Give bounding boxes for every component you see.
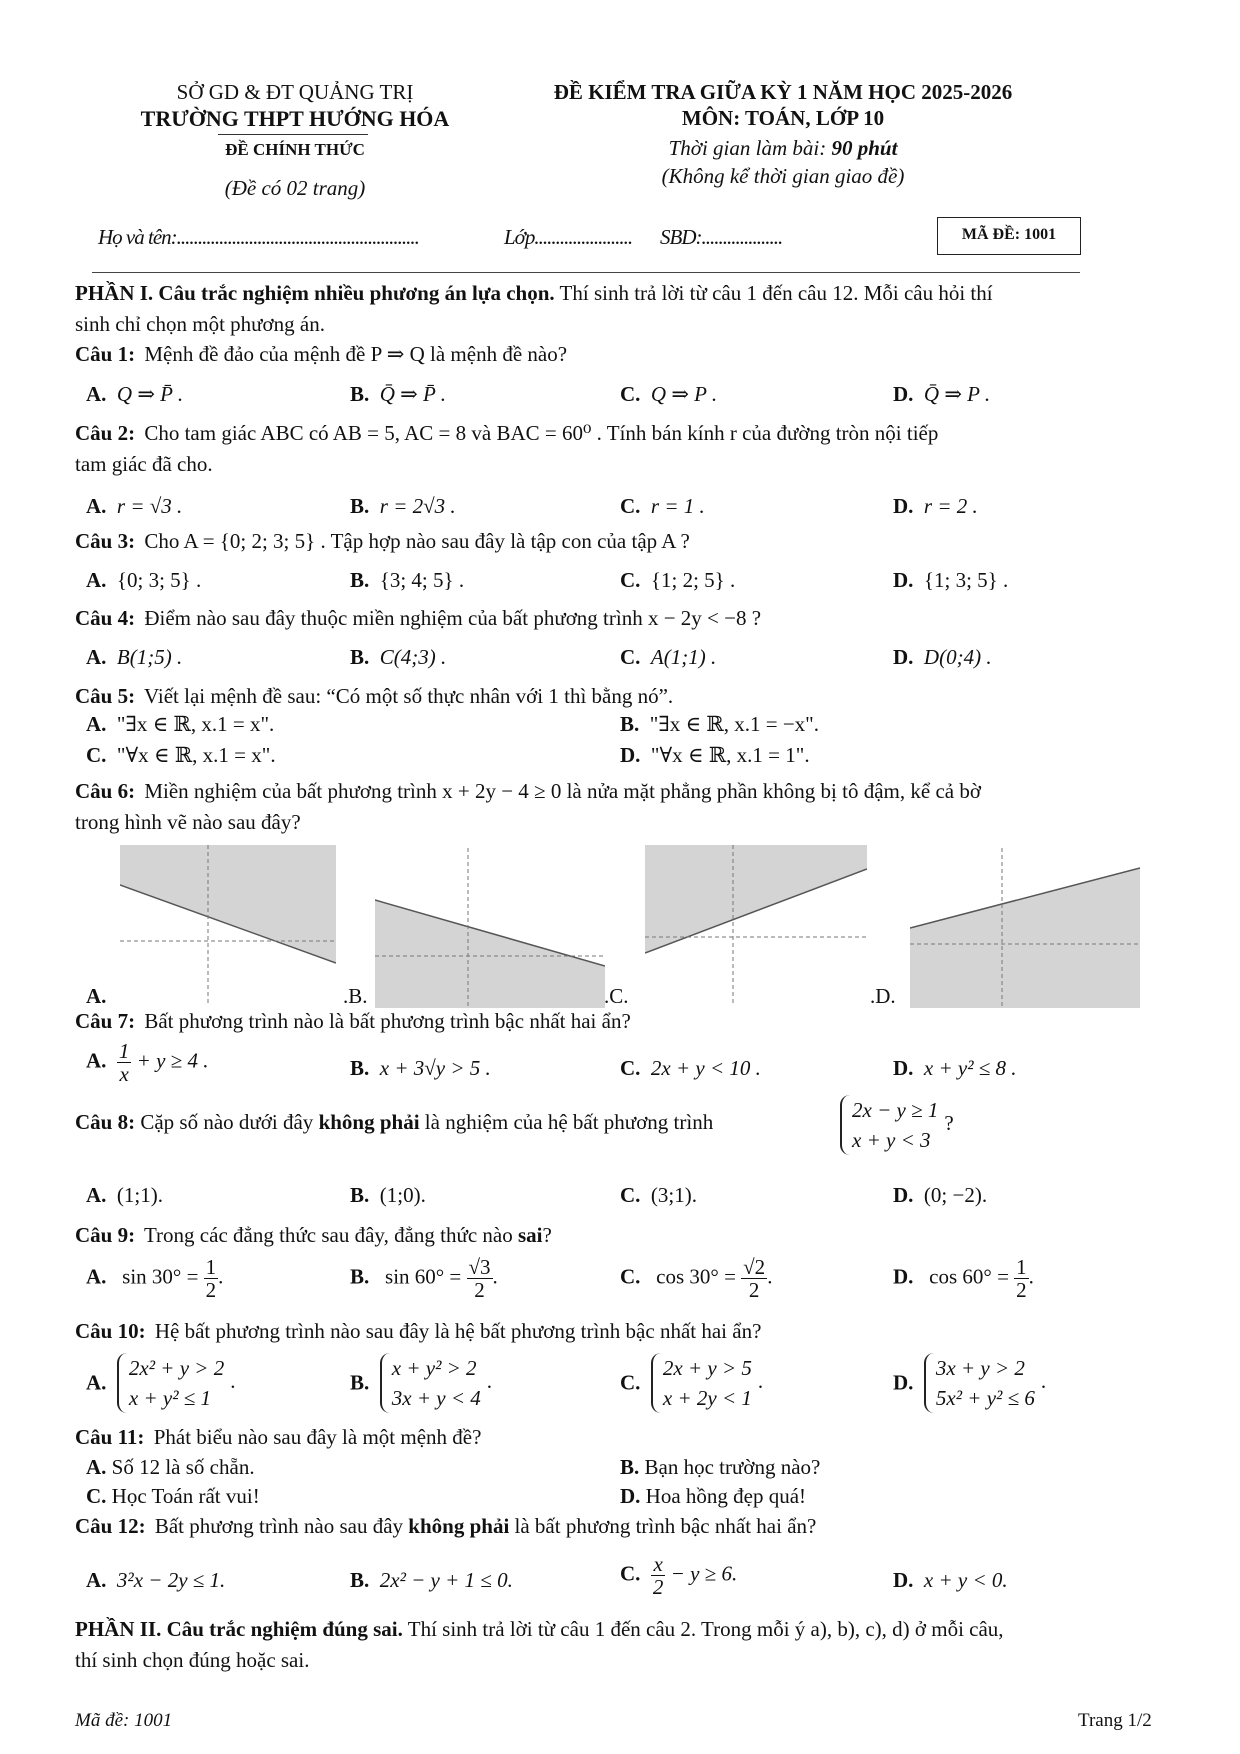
time-line: [488, 136, 1078, 161]
q12-text-bold: không phải: [408, 1514, 510, 1538]
question-9: [75, 1220, 1165, 1251]
q5-option-c[interactable]: C. "∀x ∈ ℝ, x.1 = x".: [86, 743, 276, 767]
q5-a-text: "∃x ∈ ℝ, x.1 = x".: [116, 712, 275, 736]
school-name: TRƯỜNG THPT HƯỚNG HÓA: [140, 106, 450, 131]
part1-desc: Thí sinh trả lời từ câu 1 đến câu 12. Mỗi câu hỏi thí: [554, 281, 993, 305]
part2-title: PHẦN II. Câu trắc nghiệm đúng sai.: [75, 1617, 403, 1641]
q3-d-text: {1; 3; 5} .: [923, 568, 1009, 592]
q10-a-2: x + y² ≤ 1: [128, 1386, 212, 1410]
q7-d-text: x + y² ≤ 8 .: [923, 1056, 1017, 1080]
q1-option-b[interactable]: B. Q̄ ⇒ P̄ .: [350, 382, 446, 406]
q1-b-text: Q̄ ⇒ P̄ .: [379, 382, 446, 406]
q4-option-b[interactable]: B. C(4;3) .: [350, 645, 447, 669]
q12-c-num: x: [651, 1553, 666, 1576]
q10-c-2: x + 2y < 1: [662, 1386, 752, 1410]
q6-option-b[interactable]: .B.: [343, 984, 368, 1008]
q6-option-a[interactable]: A.: [86, 984, 107, 1008]
q8-option-c[interactable]: C. (3;1).: [620, 1183, 697, 1207]
q8-option-d[interactable]: D. (0; −2).: [893, 1183, 988, 1207]
time-prefix: Thời gian làm bài:: [668, 136, 832, 160]
q8-qmark: ?: [944, 1110, 954, 1135]
q9-a-den: 2: [205, 1278, 217, 1302]
q3-option-d[interactable]: D. {1; 3; 5} .: [893, 568, 1009, 592]
q2-option-b[interactable]: B. r = 2√3 .: [350, 494, 456, 518]
q9-a-lhs: sin 30° =: [122, 1264, 199, 1289]
q7-option-b[interactable]: B. x + 3√y > 5 .: [350, 1056, 491, 1080]
q1-text: Mệnh đề đảo của mệnh đề P ⇒ Q là mệnh đề nào?: [139, 342, 568, 366]
q1-option-d[interactable]: D. Q̄ ⇒ P .: [893, 382, 991, 406]
q9-c-den: 2: [748, 1278, 760, 1302]
q10-b-2: 3x + y < 4: [391, 1386, 481, 1410]
part1-desc-2: sinh chỉ chọn một phương án.: [75, 312, 325, 336]
exam-code: MÃ ĐỀ: 1001: [961, 226, 1057, 243]
q9-b-num: √3: [468, 1255, 491, 1279]
q3-option-a[interactable]: A. {0; 3; 5} .: [86, 568, 202, 592]
q3-option-c[interactable]: C. {1; 2; 5} .: [620, 568, 736, 592]
part1-title: PHẦN I. Câu trắc nghiệm nhiều phương án lựa chọn.: [75, 281, 555, 305]
q9-text-post: ?: [542, 1223, 552, 1247]
q6-text: Miền nghiệm của bất phương trình x + 2y − 4 ≥ 0 là nửa mặt phẳng phần không bị tô đậm, kể cả bờ: [139, 779, 981, 803]
q4-option-a[interactable]: A. B(1;5) .: [86, 645, 183, 669]
q11-option-d[interactable]: D. Hoa hồng đẹp quá!: [620, 1484, 807, 1508]
q10-b-1: x + y² > 2: [391, 1356, 477, 1380]
question-4: [75, 603, 1165, 634]
q2-option-d[interactable]: D. r = 2 .: [893, 494, 978, 518]
q1-d-text: Q̄ ⇒ P .: [923, 382, 991, 406]
q9-d-lhs: cos 60° =: [929, 1264, 1009, 1289]
q2-d-text: r = 2 .: [923, 494, 978, 518]
q1-label: Câu 1:: [75, 342, 136, 366]
school-underline: [218, 134, 368, 135]
q8-sys-2: x + y < 3: [852, 1128, 931, 1152]
q2-text: Cho tam giác ABC có AB = 5, AC = 8 và BAC = 60⁰ . Tính bán kính r của đường tròn nội tiếp: [139, 421, 939, 445]
header-divider: [92, 272, 1080, 273]
q10-c-1: 2x + y > 5: [662, 1356, 752, 1380]
q8-option-a[interactable]: A. (1;1).: [86, 1183, 163, 1207]
q11-c-text: Học Toán rất vui!: [111, 1484, 260, 1508]
subject-line: MÔN: TOÁN, LỚP 10: [681, 106, 885, 130]
q9-text-bold: sai: [518, 1223, 543, 1247]
q9-option-a[interactable]: A. sin 30° = $\frac{1}{2}$ .: [86, 1255, 224, 1302]
q8-c-text: (3;1).: [650, 1183, 697, 1207]
q2-option-a[interactable]: A. r = √3 .: [86, 494, 183, 518]
q12-a-text: 3²x − 2y ≤ 1.: [116, 1568, 226, 1592]
official-label: ĐỀ CHÍNH THỨC: [225, 140, 365, 159]
q7-option-a[interactable]: A. $\frac{1}{x}$ + y ≥ 4 .: [86, 1039, 209, 1086]
q6-graph-b: [375, 848, 605, 1008]
q9-option-d[interactable]: D. cos 60° = $\frac{1}{2}$ .: [893, 1255, 1034, 1302]
q9-d-num: 1: [1016, 1255, 1027, 1279]
q7-option-c[interactable]: C. 2x + y < 10 .: [620, 1056, 761, 1080]
time-value: 90 phút: [831, 136, 898, 160]
q7-text: Bất phương trình nào là bất phương trình bậc nhất hai ẩn?: [139, 1009, 631, 1033]
q4-d-text: D(0;4) .: [923, 645, 992, 669]
q9-label: Câu 9:: [75, 1223, 136, 1247]
q5-option-d[interactable]: D. "∀x ∈ ℝ, x.1 = 1".: [620, 743, 810, 767]
q12-text-pre: Bất phương trình nào sau đây: [149, 1514, 409, 1538]
q8-text-pre: Cặp số nào dưới đây: [135, 1110, 319, 1134]
part1-intro: [75, 278, 1165, 340]
q10-option-d[interactable]: D. 3x + y > 2 5x² + y² ≤ 6.: [893, 1353, 1046, 1413]
q6-graph-c: [645, 845, 867, 1005]
q2-c-text: r = 1 .: [650, 494, 705, 518]
q2-option-c[interactable]: C. r = 1 .: [620, 494, 705, 518]
q12-option-d[interactable]: D. x + y < 0.: [893, 1568, 1008, 1592]
class-field[interactable]: Lớp.......................: [504, 225, 633, 249]
q2-a-text: r = √3 .: [116, 494, 183, 518]
q5-d-text: "∀x ∈ ℝ, x.1 = 1".: [650, 743, 810, 767]
q12-d-text: x + y < 0.: [923, 1568, 1008, 1592]
q5-option-b[interactable]: B. "∃x ∈ ℝ, x.1 = −x".: [620, 712, 819, 736]
question-10: [75, 1316, 1165, 1347]
q7-label: Câu 7:: [75, 1009, 136, 1033]
footer-page-number: Trang 1/2: [1078, 1710, 1152, 1731]
q1-c-text: Q ⇒ P .: [650, 382, 718, 406]
q9-b-den: 2: [474, 1278, 485, 1302]
part2-intro: [75, 1614, 1165, 1676]
q12-label: Câu 12:: [75, 1514, 146, 1538]
q3-label: Câu 3:: [75, 529, 136, 553]
question-12: [75, 1511, 1165, 1542]
q12-option-a[interactable]: A. 3²x − 2y ≤ 1.: [86, 1568, 226, 1592]
q10-option-b[interactable]: B. x + y² > 2 3x + y < 4.: [350, 1353, 492, 1413]
question-5: [75, 681, 1165, 712]
page-count-note: (Đề có 02 trang): [224, 176, 366, 200]
name-field[interactable]: Họ và tên:.........................................................: [98, 225, 419, 249]
q4-label: Câu 4:: [75, 606, 136, 630]
q2-label: Câu 2:: [75, 421, 136, 445]
q8-system: [840, 1095, 954, 1155]
q3-text: Cho A = {0; 2; 3; 5} . Tập hợp nào sau đây là tập con của tập A ?: [139, 529, 690, 553]
footer-exam-code: Mã đề: 1001: [75, 1710, 173, 1731]
q2-b-text: r = 2√3 .: [379, 494, 456, 518]
q3-c-text: {1; 2; 5} .: [650, 568, 736, 592]
q12-c-rest: − y ≥ 6.: [665, 1561, 738, 1586]
q5-option-a[interactable]: A. "∃x ∈ ℝ, x.1 = x".: [86, 712, 275, 736]
q9-a-num: 1: [205, 1255, 217, 1279]
q9-c-lhs: cos 30° =: [656, 1264, 736, 1289]
q6-option-c[interactable]: .C.: [604, 984, 629, 1008]
q10-d-1: 3x + y > 2: [935, 1356, 1025, 1380]
q10-option-c[interactable]: C. 2x + y > 5 x + 2y < 1.: [620, 1353, 763, 1413]
q2-text-2: tam giác đã cho.: [75, 452, 213, 476]
q5-text: Viết lại mệnh đề sau: “Có một số thực nhân với 1 thì bằng nó”.: [139, 684, 674, 708]
q8-sys-1: 2x − y ≥ 1: [852, 1098, 939, 1122]
q6-graph-d: [910, 848, 1140, 1008]
question-7: [75, 1006, 1165, 1037]
q9-c-num: √2: [743, 1255, 766, 1279]
q7-c-text: 2x + y < 10 .: [650, 1056, 761, 1080]
q1-option-a[interactable]: A. Q ⇒ P̄ .: [86, 382, 184, 406]
q9-b-lhs: sin 60° =: [385, 1264, 462, 1289]
question-11: [75, 1422, 1165, 1453]
q11-text: Phát biểu nào sau đây là một mệnh đề?: [148, 1425, 482, 1449]
question-6: [75, 776, 1165, 838]
q5-b-text: "∃x ∈ ℝ, x.1 = −x".: [649, 712, 819, 736]
q8-label: Câu 8:: [75, 1110, 136, 1134]
q7-a-den: x: [119, 1062, 129, 1086]
q9-d-den: 2: [1016, 1278, 1027, 1302]
q6-label: Câu 6:: [75, 779, 136, 803]
q4-c-text: A(1;1) .: [650, 645, 717, 669]
q1-option-c[interactable]: C. Q ⇒ P .: [620, 382, 718, 406]
q11-b-text: Bạn học trường nào?: [644, 1455, 821, 1479]
q5-c-text: "∀x ∈ ℝ, x.1 = x".: [116, 743, 276, 767]
q10-d-2: 5x² + y² ≤ 6: [935, 1386, 1035, 1410]
q6-text-2: trong hình vẽ nào sau đây?: [75, 810, 301, 834]
question-8: [75, 1110, 713, 1135]
q8-a-text: (1;1).: [116, 1183, 163, 1207]
q8-text-bold: không phải: [318, 1110, 420, 1134]
q3-a-text: {0; 3; 5} .: [116, 568, 202, 592]
question-3: [75, 526, 1165, 557]
q8-b-text: (1;0).: [379, 1183, 426, 1207]
q11-d-text: Hoa hồng đẹp quá!: [645, 1484, 807, 1508]
q10-label: Câu 10:: [75, 1319, 146, 1343]
q9-option-b[interactable]: B. sin 60° = $\frac{√3}{2}$ .: [350, 1255, 498, 1302]
q3-b-text: {3; 4; 5} .: [379, 568, 465, 592]
q5-label: Câu 5:: [75, 684, 136, 708]
q3-option-b[interactable]: B. {3; 4; 5} .: [350, 568, 465, 592]
q1-a-text: Q ⇒ P̄ .: [116, 382, 184, 406]
q4-option-d[interactable]: D. D(0;4) .: [893, 645, 992, 669]
dept-name: SỞ GD & ĐT QUẢNG TRỊ: [176, 80, 414, 104]
time-note: (Không kể thời gian giao đề): [661, 164, 905, 188]
q12-option-b[interactable]: B. 2x² − y + 1 ≤ 0.: [350, 1568, 513, 1592]
q11-label: Câu 11:: [75, 1425, 145, 1449]
q9-option-c[interactable]: C. cos 30° = $\frac{√2}{2}$ .: [620, 1255, 773, 1302]
q9-text-pre: Trong các đẳng thức sau đây, đẳng thức nào: [139, 1223, 518, 1247]
q11-option-b[interactable]: B. Bạn học trường nào?: [620, 1455, 821, 1479]
q12-b-text: 2x² − y + 1 ≤ 0.: [379, 1568, 513, 1592]
q10-option-a[interactable]: A. 2x² + y > 2 x + y² ≤ 1.: [86, 1353, 235, 1413]
q4-text: Điểm nào sau đây thuộc miền nghiệm của bất phương trình x − 2y < −8 ?: [139, 606, 762, 630]
q4-b-text: C(4;3) .: [379, 645, 447, 669]
q8-d-text: (0; −2).: [923, 1183, 988, 1207]
q12-text-post: là bất phương trình bậc nhất hai ẩn?: [509, 1514, 817, 1538]
q10-text: Hệ bất phương trình nào sau đây là hệ bất phương trình bậc nhất hai ẩn?: [149, 1319, 762, 1343]
sbd-field[interactable]: SBD:...................: [660, 225, 783, 249]
q4-option-c[interactable]: C. A(1;1) .: [620, 645, 717, 669]
q11-a-text: Số 12 là số chẵn.: [111, 1455, 255, 1479]
q7-option-d[interactable]: D. x + y² ≤ 8 .: [893, 1056, 1017, 1080]
q6-graph-a: [120, 845, 336, 1005]
q10-a-1: 2x² + y > 2: [128, 1356, 225, 1380]
q7-a-rest: + y ≥ 4 .: [131, 1048, 209, 1073]
q6-option-d[interactable]: .D.: [870, 984, 896, 1008]
question-1: [75, 339, 1165, 370]
q12-c-den: 2: [652, 1575, 664, 1599]
question-2: [75, 418, 1165, 480]
q12-option-c[interactable]: C. $\frac{x}{2}$ − y ≥ 6.: [620, 1552, 738, 1599]
exam-title: ĐỀ KIỂM TRA GIỮA KỲ 1 NĂM HỌC 2025-2026: [553, 80, 1013, 104]
q7-b-text: x + 3√y > 5 .: [379, 1056, 491, 1080]
q11-option-a[interactable]: A. Số 12 là số chẵn.: [86, 1455, 255, 1479]
q4-a-text: B(1;5) .: [116, 645, 183, 669]
q8-option-b[interactable]: B. (1;0).: [350, 1183, 426, 1207]
part2-desc-2: thí sinh chọn đúng hoặc sai.: [75, 1648, 310, 1672]
q8-text-post: là nghiệm của hệ bất phương trình: [419, 1110, 714, 1134]
part2-desc: Thí sinh trả lời từ câu 1 đến câu 2. Trong mỗi ý a), b), c), d) ở mỗi câu,: [402, 1617, 1004, 1641]
q7-a-num: 1: [118, 1039, 130, 1063]
q11-option-c[interactable]: C. Học Toán rất vui!: [86, 1484, 260, 1508]
